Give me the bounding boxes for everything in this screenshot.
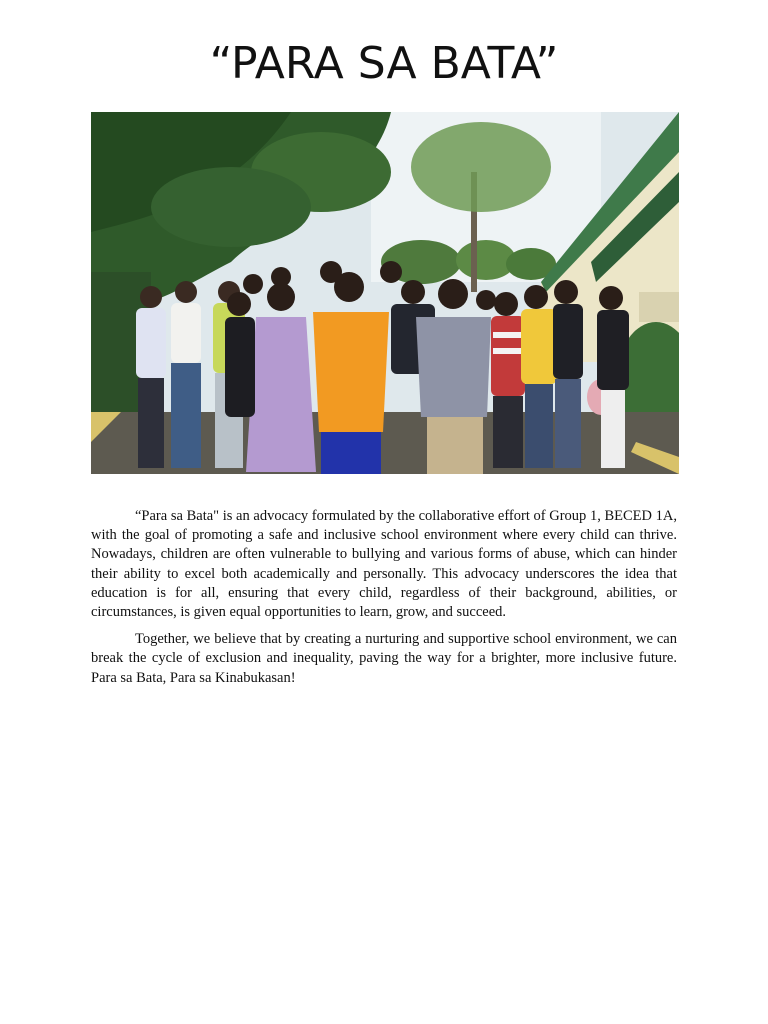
paragraph-intro: “Para sa Bata" is an advocacy formulated by the collaborative effort of Group 1, BECED 1A, with the goal of promoting a safe and inclusive school environment where every child can thrive. Nowadays, children are often vulnerable to bullying and various forms of abuse, which can hinder their ability to excel both academically and personally. This advocacy underscores the idea that education is for all, ensuring that every child, regardless of their background, abilities, or circumstances, is given equal opportunities to learn, grow, and succeed.: [91, 508, 677, 621]
group-photo: [91, 112, 679, 474]
document-title: “PARA SA BATA”: [209, 38, 559, 89]
paragraph-closing: Together, we believe that by creating a nurturing and supportive school environment, we can break the cycle of exclusion and inequality, paving the way for a brighter, more inclusive future. Para sa Bata, Para sa Kinabukasan!: [91, 631, 677, 686]
document-body: [91, 507, 677, 696]
group-photo-illustration: [91, 112, 679, 474]
